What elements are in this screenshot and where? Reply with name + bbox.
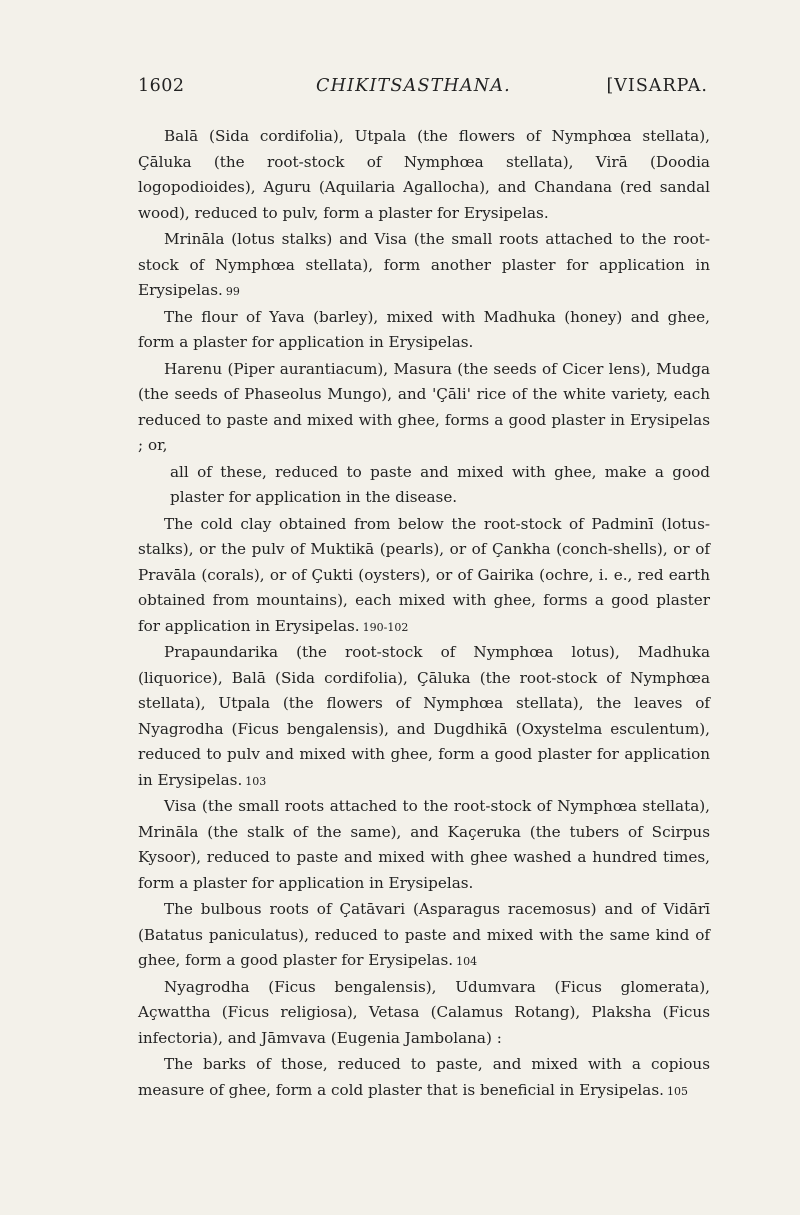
page-number: 1602 (138, 76, 185, 96)
paragraph-text: The cold clay obtained from below the root-stock of Padminī (lotus-stalks), or the pulv of Muktikā (pearls), or of Çankha (conch-shells), or of Pravāla (corals), or of Çukti (oysters), or of Gairika (ochre, i. e., red earth obtained from mountains), each mixed with ghee, forms a good plaster for application in Erysipelas. (138, 514, 710, 635)
paragraph-text: The barks of those, reduced to paste, and mixed with a copious measure of ghee, form a cold plaster that is beneficial in Erysipelas. (138, 1055, 710, 1099)
paragraph (138, 794, 710, 897)
paragraph-text: Harenu (Piper aurantiacum), Masura (the seeds of Cicer lens), Mudga (the seeds of Phaseolus Mungo), and 'Çāli' rice of the white variety, each reduced to paste and mixed with ghee, forms a good plaster in Erysipelas ; or, (138, 359, 710, 454)
paragraph (138, 305, 710, 357)
paragraph (138, 227, 710, 305)
running-title: CHIKITSASTHANA. (316, 76, 511, 96)
paragraph (138, 897, 710, 975)
verse-number: 105 (666, 1084, 688, 1098)
paragraph (138, 640, 710, 794)
paragraph-text: Mrināla (lotus stalks) and Visa (the small roots attached to the root-stock of Nymphœa stellata), form another plaster for application in Erysipelas. (138, 230, 710, 299)
paragraph-text: The bulbous roots of Çatāvari (Asparagus racemosus) and of Vidārī (Batatus paniculatus), reduced to paste and mixed with the same kind of ghee, form a good plaster for Erysipelas. (138, 900, 710, 969)
paragraph-text: Balā (Sida cordifolia), Utpala (the flowers of Nymphœa stellata), Çāluka (the root-stock of Nymphœa stellata), Virā (Doodia logopodioides), Aguru (Aquilaria Agallocha), and Chandana (red sandal wood), reduced to pulv, form a plaster for Erysipelas. (138, 127, 710, 222)
verse-number: 104 (456, 955, 478, 968)
paragraph-text: Prapaundarika (the root-stock of Nymphœa lotus), Madhuka (liquorice), Balā (Sida cordifolia), Çāluka (the root-stock of Nymphœa stellata), Utpala (the flowers of Nymphœa stellata), the leaves of Nyagrodha (Ficus bengalensis), and Dugdhikā (Oxystelma esculentum), reduced to pulv and mixed with ghee, form a good plaster for application in Erysipelas. (138, 643, 710, 789)
section-label: [VISARPA. (606, 76, 708, 96)
page-header (138, 76, 708, 106)
paragraph-text: Visa (the small roots attached to the root-stock of Nymphœa stellata), Mrināla (the stalk of the same), and Kaçeruka (the tubers of Scirpus Kysoor), reduced to paste and mixed with ghee washed a hundred times, form a plaster for application in Erysipelas. (138, 797, 710, 892)
paragraph (138, 1052, 710, 1104)
verse-number: 190-102 (362, 620, 409, 634)
paragraph (138, 512, 710, 641)
paragraph-text: all of these, reduced to paste and mixed with ghee, make a good plaster for application in the disease. (170, 462, 710, 506)
verse-number: 99 (225, 285, 240, 298)
paragraph-text: The flour of Yava (barley), mixed with Madhuka (honey) and ghee, form a plaster for application in Erysipelas. (138, 307, 710, 351)
paragraph (138, 124, 710, 227)
paragraph (170, 460, 710, 512)
paragraph (138, 357, 710, 460)
paragraph-text: Nyagrodha (Ficus bengalensis), Udumvara (Ficus glomerata), Açwattha (Ficus religiosa), Vetasa (Calamus Rotang), Plaksha (Ficus infectoria), and Jāmvava (Eugenia Jambolana) : (138, 977, 710, 1047)
paragraph (138, 975, 710, 1053)
verse-number: 103 (245, 774, 267, 788)
body-text (138, 124, 710, 1104)
